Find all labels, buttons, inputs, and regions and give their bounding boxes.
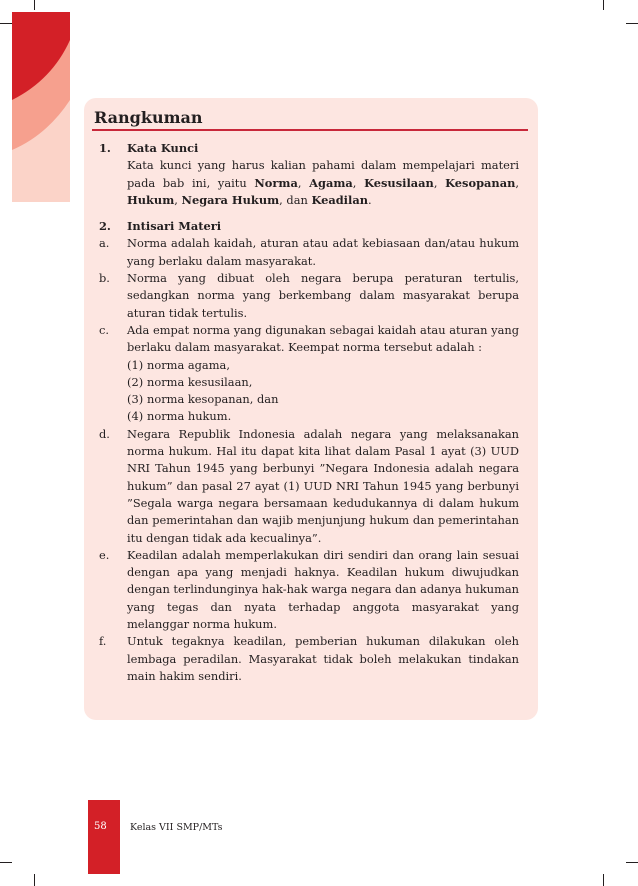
item-text: Norma adalah kaidah, aturan atau adat kebiasaan dan/atau hukum yang berlaku dalam masyarakat. (127, 236, 519, 268)
item-text: Ada empat norma yang digunakan sebagai kaidah atau aturan yang berlaku dalam masyarakat. Keempat norma tersebut adalah : (127, 322, 519, 355)
summary-title: Rangkuman (94, 108, 203, 127)
section-title: Intisari Materi (127, 219, 222, 234)
item-marker: d. (99, 426, 110, 441)
item-text: Keadilan adalah memperlakukan diri sendiri dan orang lain sesuai dengan apa yang menjadi haknya. Keadilan hukum diwujudkan dengan terlindunginya hak-hak warga negara dan adanya hukuman yang tegas dan nyata terhadap anggota masyarakat yang melanggar norma hukum. (127, 547, 519, 632)
side-tab-gradient (12, 40, 70, 202)
crop-mark (0, 23, 12, 24)
list-item (99, 322, 519, 426)
list-item (99, 426, 519, 547)
page-number: 58 (94, 821, 107, 832)
item-marker: c. (99, 322, 110, 337)
item-text: Norma yang dibuat oleh negara berupa peraturan tertulis, sedangkan norma yang berkembang dalam masyarakat berupa aturan tidak tertulis. (127, 271, 519, 320)
item-marker: e. (99, 547, 110, 562)
item-marker: a. (99, 236, 110, 251)
list-item (99, 633, 519, 685)
title-rule (92, 129, 528, 131)
footer-book-title: Kelas VII SMP/MTs (130, 822, 223, 833)
norm-item: (2) norma kesusilaan, (127, 374, 253, 389)
item-body (127, 322, 519, 426)
kata-kunci-paragraph (99, 157, 519, 209)
norm-item: (1) norma agama, (127, 357, 230, 372)
section-heading (99, 218, 519, 235)
crop-mark (34, 874, 35, 886)
crop-mark (603, 0, 604, 10)
list-item (99, 547, 519, 633)
crop-mark (626, 862, 638, 863)
crop-mark (34, 0, 35, 10)
list-item (99, 235, 519, 270)
section-heading (99, 140, 519, 157)
item-marker: f. (99, 634, 107, 649)
kata-kunci-text: Kata kunci yang harus kalian pahami dalam mempelajari materi pada bab ini, yaitu Norma, Agama, Kesusilaan, Kesopanan, Hukum, Negara Hukum, dan Keadilan. (127, 158, 519, 207)
crop-mark (626, 23, 638, 24)
crop-mark (603, 874, 604, 886)
crop-mark (0, 862, 12, 863)
item-text: Untuk tegaknya keadilan, pemberian hukuman dilakukan oleh lembaga peradilan. Masyarakat tidak boleh melakukan tindakan main hakim sendiri. (127, 634, 519, 683)
norm-item: (4) norma hukum. (127, 409, 232, 424)
section-marker: 1. (99, 141, 111, 155)
section-title: Kata Kunci (127, 141, 199, 155)
section-marker: 2. (99, 219, 111, 234)
item-text: Negara Republik Indonesia adalah negara yang melaksanakan norma hukum. Hal itu dapat kita lihat dalam Pasal 1 ayat (3) UUD NRI Tahun 1945 yang berbunyi ”Negara Indonesia adalah negara hukum” dan pasal 27 ayat (1) UUD NRI Tahun 1945 yang berbunyi ”Segala warga negara bersamaan kedudukannya di dalam hukum dan pemerintahan dan wajib menjunjung hukum dan pemerintahan itu dengan tidak ada kecualinya”. (127, 426, 519, 545)
list-item (99, 270, 519, 322)
item-marker: b. (99, 271, 110, 286)
summary-content (99, 140, 519, 685)
norm-item: (3) norma kesopanan, dan (127, 392, 279, 407)
footer-page-tab (88, 800, 120, 874)
